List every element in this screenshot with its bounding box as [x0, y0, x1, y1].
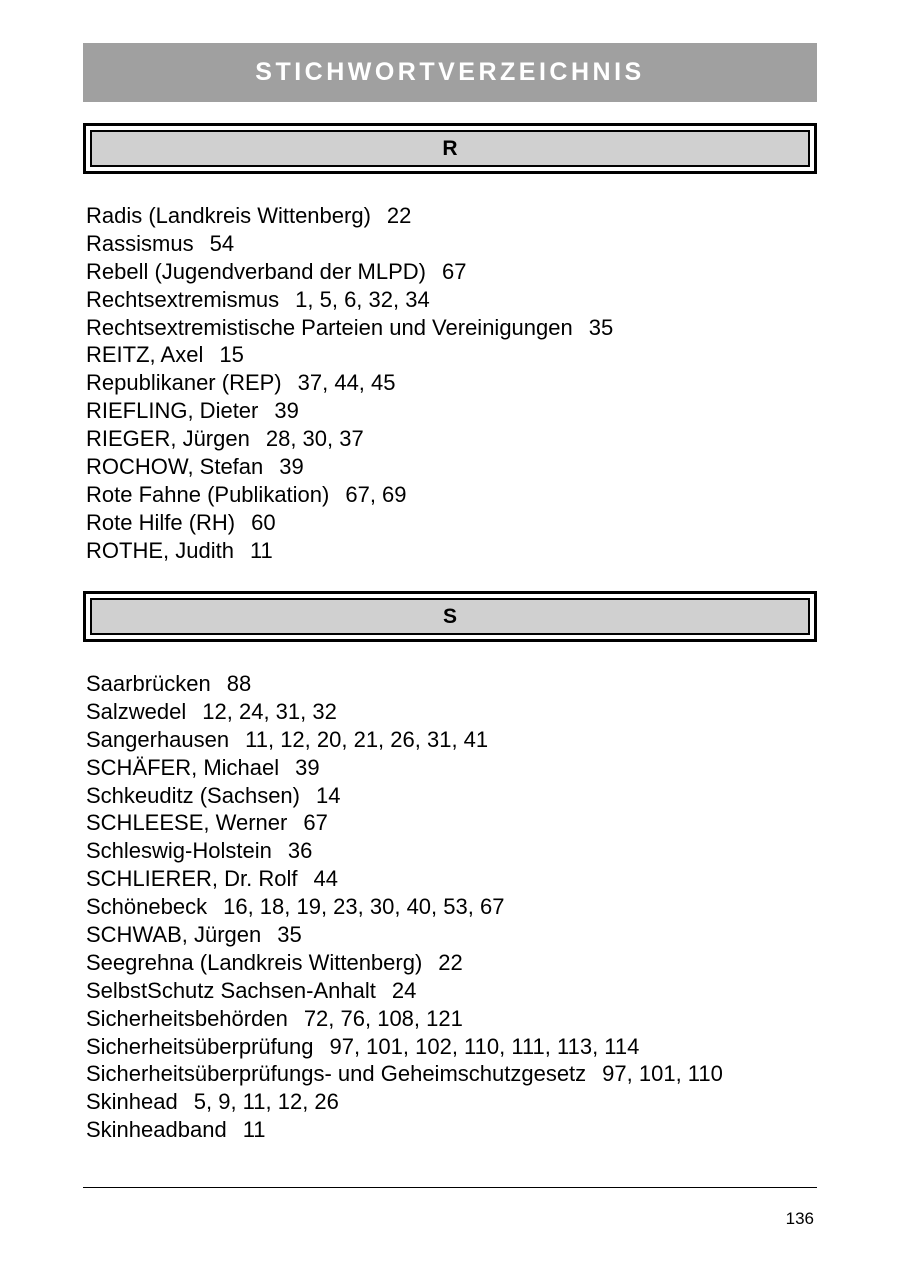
entry-pages: 1, 5, 6, 32, 34 [295, 286, 430, 312]
entry-term: RIEFLING, Dieter [86, 398, 259, 424]
index-entry [86, 977, 723, 1005]
index-entry [86, 453, 613, 481]
section-header-r-inner [90, 130, 810, 167]
index-entry [86, 809, 723, 837]
entry-pages: 67 [303, 810, 328, 836]
index-entry [86, 314, 613, 342]
page-number: 136 [785, 1209, 814, 1228]
index-entry [86, 865, 723, 893]
entry-pages: 60 [251, 509, 276, 535]
entry-term: Rebell (Jugendverband der MLPD) [86, 258, 426, 284]
entry-pages: 35 [588, 314, 614, 340]
index-title: STICHWORTVERZEICHNIS [255, 58, 645, 86]
index-entry [86, 949, 723, 977]
entry-term: RIEGER, Jürgen [86, 426, 250, 452]
entry-term: REITZ, Axel [86, 342, 204, 368]
entry-term: Sicherheitsüberprüfungs- und Geheimschutzgesetz [86, 1061, 587, 1087]
index-entry [86, 1060, 723, 1088]
index-entry [86, 537, 613, 565]
entry-term: Schleswig-Holstein [86, 838, 272, 864]
entry-pages: 67 [441, 258, 467, 284]
entry-term: Skinheadband [86, 1117, 227, 1143]
entry-term: Republikaner (REP) [86, 370, 282, 396]
index-entry [86, 726, 723, 754]
index-entry [86, 1005, 723, 1033]
footer-rule [83, 1187, 817, 1188]
entry-list-r [86, 202, 613, 565]
entry-term: Rote Hilfe (RH) [86, 509, 236, 535]
entry-pages: 39 [279, 454, 304, 480]
entry-term: Skinhead [86, 1089, 178, 1115]
entry-pages: 44 [313, 866, 338, 892]
index-entry [86, 698, 723, 726]
entry-pages: 11, 12, 20, 21, 26, 31, 41 [245, 726, 489, 752]
entry-pages: 72, 76, 108, 121 [303, 1005, 463, 1031]
entry-pages: 11 [249, 537, 273, 563]
entry-term: Salzwedel [86, 698, 187, 724]
index-entry [86, 369, 613, 397]
section-header-s [83, 591, 817, 642]
index-entry [86, 670, 723, 698]
section-letter-s: S [442, 604, 457, 628]
entry-pages: 28, 30, 37 [265, 426, 364, 452]
index-entry [86, 782, 723, 810]
index-entry [86, 341, 613, 369]
entry-pages: 37, 44, 45 [297, 370, 396, 396]
entry-term: Radis (Landkreis Wittenberg) [86, 203, 371, 228]
entry-term: SCHÄFER, Michael [86, 754, 280, 780]
entry-term: Sicherheitsbehörden [86, 1005, 288, 1031]
entry-term: SCHLEESE, Werner [86, 810, 288, 836]
index-entry [86, 202, 613, 230]
entry-pages: 5, 9, 11, 12, 26 [193, 1089, 339, 1115]
entry-term: SelbstSchutz Sachsen-Anhalt [86, 977, 376, 1003]
entry-pages: 16, 18, 19, 23, 30, 40, 53, 67 [223, 894, 505, 920]
index-entry [86, 1033, 723, 1061]
index-entry [86, 921, 723, 949]
entry-pages: 12, 24, 31, 32 [202, 698, 337, 724]
index-entry [86, 1088, 723, 1116]
index-entry [86, 837, 723, 865]
entry-pages: 67, 69 [345, 481, 407, 507]
index-entry [86, 509, 613, 537]
entry-pages: 22 [438, 949, 463, 975]
entry-term: ROCHOW, Stefan [86, 454, 264, 480]
entry-pages: 39 [295, 754, 320, 780]
index-entry [86, 286, 613, 314]
entry-term: Rechtsextremistische Parteien und Vereinigungen [86, 314, 573, 340]
entry-term: Sicherheitsüberprüfung [86, 1033, 314, 1059]
section-letter-r: R [442, 136, 458, 160]
entry-pages: 22 [386, 203, 412, 228]
entry-pages: 39 [274, 398, 299, 424]
entry-pages: 97, 101, 110 [602, 1061, 723, 1087]
index-entry [86, 425, 613, 453]
entry-term: SCHLIERER, Dr. Rolf [86, 866, 298, 892]
entry-term: Saarbrücken [86, 671, 211, 696]
entry-term: Rassismus [86, 230, 194, 256]
entry-pages: 97, 101, 102, 110, 111, 113, 114 [329, 1033, 640, 1059]
index-entry [86, 893, 723, 921]
entry-pages: 11 [242, 1117, 266, 1143]
entry-pages: 35 [277, 922, 302, 948]
entry-term: Rechtsextremismus [86, 286, 280, 312]
entry-pages: 24 [391, 977, 417, 1003]
entry-pages: 88 [226, 671, 252, 696]
entry-pages: 36 [287, 838, 313, 864]
entry-pages: 14 [316, 782, 341, 808]
index-entry [86, 397, 613, 425]
index-entry [86, 754, 723, 782]
entry-term: Sangerhausen [86, 726, 230, 752]
index-entry [86, 481, 613, 509]
index-entry [86, 1116, 723, 1144]
index-entry [86, 258, 613, 286]
entry-term: SCHWAB, Jürgen [86, 922, 262, 948]
entry-term: Schkeuditz (Sachsen) [86, 782, 300, 808]
entry-list-s [86, 670, 723, 1144]
entry-term: Seegrehna (Landkreis Wittenberg) [86, 949, 423, 975]
section-header-s-inner [90, 598, 810, 635]
entry-term: Schönebeck [86, 894, 208, 920]
index-title-bar [83, 43, 817, 102]
index-entry [86, 230, 613, 258]
entry-term: ROTHE, Judith [86, 537, 234, 563]
section-header-r [83, 123, 817, 174]
entry-term: Rote Fahne (Publikation) [86, 481, 330, 507]
entry-pages: 15 [219, 342, 244, 368]
entry-pages: 54 [209, 230, 235, 256]
